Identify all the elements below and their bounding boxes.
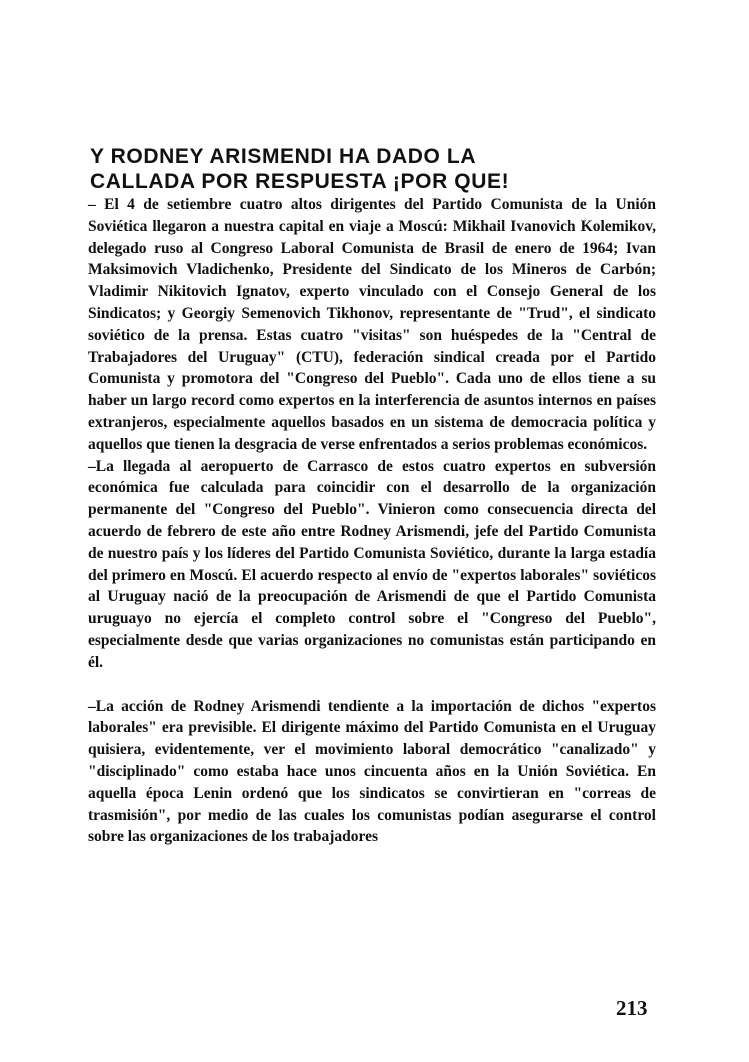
paragraph-3: –La acción de Rodney Arismendi tendiente a la importación de dichos "expertos laborales" era previsible. El dirigente máximo del Partido Comunista en el Uruguay quisiera, evidentemente, ver el movimiento laboral democrático "canalizado" y "disciplinado" como estaba hace unos cincuenta años en la Unión Soviética. En aquella época Lenin ordenó que los sindicatos se convirtieran en "correas de trasmisión", por medio de las cuales los comunistas podían asegurarse el control sobre las organizaciones de los trabajadores — [88, 697, 656, 846]
paragraph-2: –La llegada al aeropuerto de Carrasco de estos cuatro expertos en subversión económica fue calculada para coincidir con el desarrollo de la organización permanente del "Congreso del Pueblo". Vinieron como consecuencia directa del acuerdo de febrero de este año entre Rodney Arismendi, jefe del Partido Comunista de nuestro país y los líderes del Partido Comunista Soviético, durante la larga estadía del primero en Moscú. El acuerdo respecto al envío de "expertos laborales" soviéticos al Uruguay nació de la preocupación de Arismendi de que el Partido Comunista uruguayo no ejercía el completo control sobre el "Congreso del Pueblo", especialmente desde que varias organizaciones no comunistas están participando en él. — [88, 457, 656, 671]
body-text — [88, 194, 656, 848]
page-number: 213 — [616, 996, 648, 1020]
paragraph-1: – El 4 de setiembre cuatro altos dirigentes del Partido Comunista de la Unión Soviética llegaron a nuestra capital en viaje a Moscú: Mikhail Ivanovich Kolemikov, delegado ruso al Congreso Laboral Comunista de Brasil de enero de 1964; Ivan Maksimovich Vladichenko, Presidente del Sindicato de los Mineros de Carbón; Vladimir Nikitovich Ignatov, experto vinculado con el Consejo General de los Sindicatos; y Georgiy Semenovich Tikhonov, representante de "Trud", el sindicato soviético de la prensa. Estas cuatro "visitas" son huéspedes de la "Central de Trabajadores del Uruguay" (CTU), federación sindical creada por el Partido Comunista y promotora del "Congreso del Pueblo". Cada uno de ellos tiene a su haber un largo record como expertos en la interferencia de asuntos internos en países extranjeros, especialmente aquellos basados en un sistema de democracia política y aquellos que tienen la desgracia de verse enfrentados a serios problemas económicos. — [88, 196, 656, 453]
chapter-title: Y RODNEY ARISMENDI HA DADO LA CALLADA POR RESPUESTA ¡POR QUE! — [90, 145, 510, 193]
title-block — [90, 144, 690, 194]
